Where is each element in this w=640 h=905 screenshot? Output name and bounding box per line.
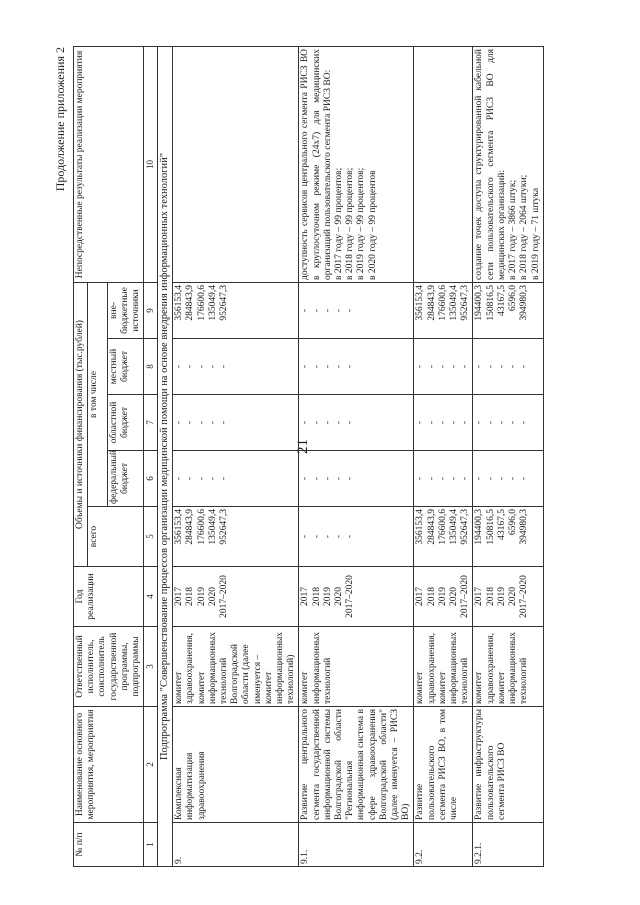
table-row <box>414 46 473 866</box>
page-number: 21 <box>295 439 311 454</box>
row-local: - - - - - <box>414 339 473 395</box>
row-name: Комплексная информатизация здравоохранения <box>173 707 299 823</box>
row-number: 9.1. <box>299 823 414 867</box>
header-executor: Ответственный исполнитель, соисполнитель государственной программы, подпрограммы <box>74 627 144 707</box>
row-offbudget: 356153,4 284843,9 176600,6 135049,4 952647,3 <box>414 282 473 338</box>
row-executor: комитет здравоохранения, комитет информационных технологий <box>414 627 473 707</box>
row-regional: - - - - - <box>299 395 414 451</box>
row-executor: комитет информационных технологий <box>299 627 414 707</box>
row-offbudget: 194400,3 150816,5 43167,5 6596,0 394980,3 <box>473 282 543 338</box>
program-table <box>73 46 544 867</box>
header-local: местный бюджет <box>107 339 144 395</box>
column-number: 4 <box>144 567 158 627</box>
subprogram-title: Подпрограмма "Совершенствование процессов организации медицинской помощи на основе внедрения информационных технологий" <box>157 46 172 866</box>
row-name: Развитие инфраструктуры пользовательского сегмента РИСЗ ВО <box>473 707 543 823</box>
row-years: 2017 2018 2019 2020 2017–2020 <box>414 567 473 627</box>
row-total: 356153,4 284843,9 176600,6 135049,4 952647,3 <box>414 507 473 567</box>
table-row <box>173 46 299 866</box>
row-federal: - - - - - <box>414 451 473 507</box>
header-offbudget: вне-бюджетные источники <box>107 282 144 338</box>
header-year: Год реализации <box>74 567 144 627</box>
row-local: - - - - - <box>299 339 414 395</box>
row-federal: - - - - - <box>173 451 299 507</box>
header-including: в том числе <box>88 282 107 506</box>
column-number: 7 <box>144 395 158 451</box>
row-results <box>173 46 299 282</box>
table-row <box>473 46 543 866</box>
row-regional: - - - - - <box>414 395 473 451</box>
row-executor: комитет здравоохранения, комитет информационных технологий Волгоградской области (далее именуется – комитет информационных технологий) <box>173 627 299 707</box>
row-executor: комитет здравоохранения, комитет информационных технологий <box>473 627 543 707</box>
row-total: 356153,4 284843,9 176600,6 135049,4 952647,3 <box>173 507 299 567</box>
row-local: - - - - - <box>173 339 299 395</box>
column-number: 6 <box>144 451 158 507</box>
row-name: Развитие центрального сегмента государственной информационной системы Волгоградской области "Региональная информационная система в сфере здравоохранения Волгоградской области" (далее именуется – РИСЗ ВО) <box>299 707 414 823</box>
row-number: 9. <box>173 823 299 867</box>
header-funding: Объемы и источники финансирования (тыс.рублей) <box>74 282 88 566</box>
row-name: Развитие пользовательского сегмента РИСЗ ВО, в том числе <box>414 707 473 823</box>
header-regional: областной бюджет <box>107 395 144 451</box>
row-local: - - - - - <box>473 339 543 395</box>
column-number: 1 <box>144 823 158 867</box>
row-years: 2017 2018 2019 2020 2017–2020 <box>173 567 299 627</box>
header-federal: федеральный бюджет <box>107 451 144 507</box>
header-num: № п/п <box>74 823 144 867</box>
header-name: Наименование основного мероприятия, мероприятия <box>74 707 144 823</box>
column-number: 9 <box>144 282 158 338</box>
row-offbudget: 356153,4 284843,9 176600,6 135049,4 952647,3 <box>173 282 299 338</box>
row-years: 2017 2018 2019 2020 2017–2020 <box>299 567 414 627</box>
row-results <box>414 46 473 282</box>
row-regional: - - - - - <box>173 395 299 451</box>
header-row-1 <box>74 46 88 866</box>
row-federal: - - - - - <box>299 451 414 507</box>
table-row <box>299 46 414 866</box>
header-results: Непосредственные результаты реализации мероприятия <box>74 46 144 282</box>
column-number: 5 <box>144 507 158 567</box>
row-years: 2017 2018 2019 2020 2017–2020 <box>473 567 543 627</box>
row-total: 194400,3 150816,5 43167,5 6596,0 394980,3 <box>473 507 543 567</box>
column-number-row <box>144 46 158 866</box>
rotated-page-content <box>53 47 613 867</box>
column-number: 2 <box>144 707 158 823</box>
row-results: создание точек доступа структурированной кабельной сети пользовательского сегмента РИСЗ ВО для медицинских организаций: в 2017 году – 3866 штук; в 2018 году – 2064 штуки; в 2019 году – 71 штука <box>473 46 543 282</box>
column-number: 3 <box>144 627 158 707</box>
row-regional: - - - - - <box>473 395 543 451</box>
row-results: доступность сервисов центрального сегмента РИСЗ ВО в круглосуточном режиме (24х7) для медицинских организаций пользовательского сегмента РИСЗ ВО: в 2017 году – 99 процентов; в 2018 году – 99 процентов; в 2019 году – 99 процентов; в 2020 году – 99 процентов <box>299 46 414 282</box>
header-total: всего <box>88 507 144 567</box>
appendix-title: Продолжение приложения 2 <box>53 47 67 192</box>
column-number: 8 <box>144 339 158 395</box>
row-total: - - - - - <box>299 507 414 567</box>
column-number: 10 <box>144 46 158 282</box>
subprogram-row <box>157 46 172 866</box>
row-number: 9.2.1. <box>473 823 543 867</box>
row-number: 9.2. <box>414 823 473 867</box>
row-offbudget: - - - - - <box>299 282 414 338</box>
row-federal: - - - - - <box>473 451 543 507</box>
